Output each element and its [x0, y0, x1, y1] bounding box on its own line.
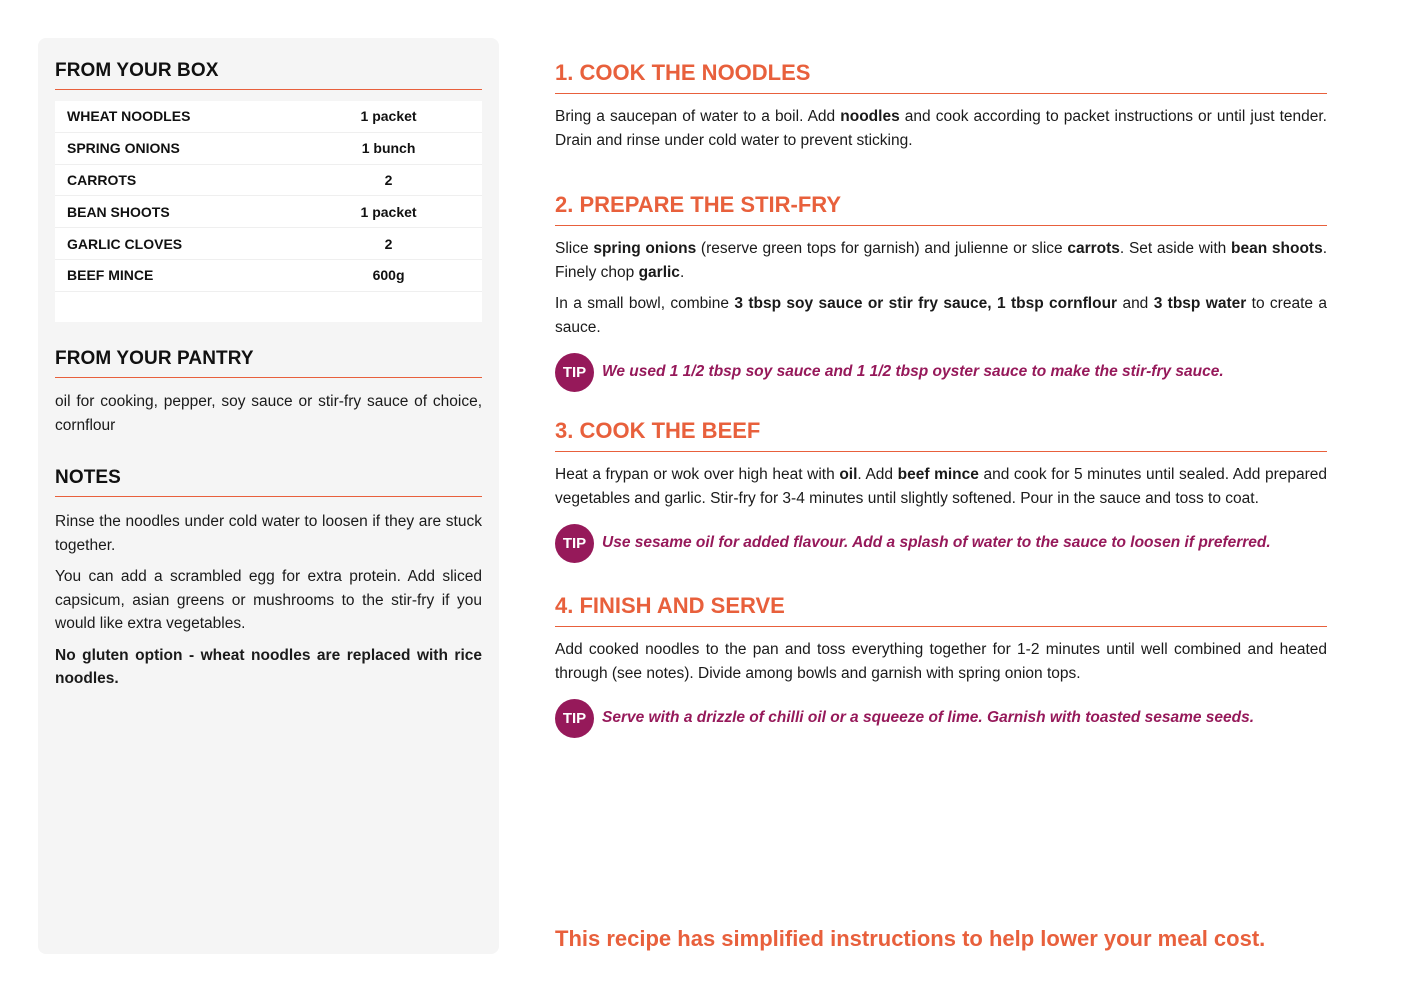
ingredient-qty: 2 — [384, 235, 393, 252]
text-run: (reserve green tops for garnish) and julienne or slice — [696, 240, 1068, 257]
table-row — [55, 101, 482, 133]
text-run: and — [1117, 295, 1154, 312]
step-1 — [555, 60, 1327, 152]
step-text: Add cooked noodles to the pan and toss everything together for 1-2 minutes until well combined and heated through (see notes). Divide among bowls and garnish with spring onion tops. — [555, 641, 1327, 682]
step-2 — [555, 192, 1327, 392]
ingredient-name: CARROTS — [67, 171, 137, 188]
tip-callout — [555, 353, 1327, 392]
step-heading: 3. COOK THE BEEF — [555, 418, 1327, 452]
ingredient-qty: 600g — [372, 267, 405, 284]
ingredient-highlight: noodles — [840, 108, 900, 125]
ingredient-name: SPRING ONIONS — [67, 140, 180, 157]
notes-heading: NOTES — [55, 467, 482, 497]
ingredient-name: BEAN SHOOTS — [67, 203, 170, 220]
tip-badge: TIP — [555, 353, 594, 392]
table-row — [55, 196, 482, 228]
tip-callout — [555, 524, 1327, 563]
table-row — [55, 260, 482, 292]
ingredient-highlight: carrots — [1067, 240, 1120, 257]
ingredient-highlight: 3 tbsp water — [1153, 295, 1247, 312]
ingredient-qty: 1 bunch — [361, 140, 416, 157]
text-run: . Add — [857, 466, 898, 483]
step-heading: 4. FINISH AND SERVE — [555, 593, 1327, 627]
note-paragraph: You can add a scrambled egg for extra protein. Add sliced capsicum, asian greens or mushrooms to the stir-fry if you would like extra vegetables. — [55, 568, 482, 632]
text-run: . Finely chop — [555, 240, 1328, 281]
step-heading: 1. COOK THE NOODLES — [555, 60, 1327, 94]
ingredient-highlight: oil — [839, 466, 858, 483]
ingredient-name: WHEAT NOODLES — [67, 108, 191, 125]
step-4 — [555, 593, 1327, 738]
ingredient-highlight: spring onions — [593, 240, 697, 257]
step-text — [555, 463, 1327, 510]
table-row — [55, 133, 482, 165]
text-run: Slice — [555, 240, 594, 257]
tip-text: We used 1 1/2 tbsp soy sauce and 1 1/2 tbsp oyster sauce to make the stir-fry sauce. — [602, 363, 1224, 380]
ingredient-name: BEEF MINCE — [67, 267, 154, 284]
tip-text: Serve with a drizzle of chilli oil or a squeeze of lime. Garnish with toasted sesame seeds. — [602, 709, 1255, 726]
ingredient-qty: 2 — [384, 171, 393, 188]
note-paragraph: Rinse the noodles under cold water to loosen if they are stuck together. — [55, 513, 482, 554]
text-run: . — [679, 263, 685, 281]
box-heading: FROM YOUR BOX — [55, 60, 482, 90]
tip-text: Use sesame oil for added flavour. Add a splash of water to the sauce to loosen if preferred. — [602, 534, 1271, 551]
step-heading: 2. PREPARE THE STIR-FRY — [555, 192, 1327, 226]
table-row — [55, 165, 482, 197]
pantry-heading: FROM YOUR PANTRY — [55, 348, 482, 378]
ingredient-qty: 1 packet — [360, 203, 417, 220]
step-3 — [555, 418, 1327, 563]
ingredient-highlight: garlic — [638, 263, 680, 281]
tip-badge: TIP — [555, 524, 594, 563]
method-column — [555, 60, 1327, 738]
ingredient-qty: 1 packet — [360, 108, 417, 125]
box-ingredients-table — [55, 101, 482, 322]
ingredient-highlight: beef mince — [897, 466, 979, 483]
text-run: and cook for 5 minutes until sealed. Add prepared vegetables and garlic. Stir-fry for 3-4 minutes until slightly softened. Pour in the sauce and toss to coat. — [555, 466, 1327, 507]
table-row — [55, 228, 482, 260]
text-run: Heat a frypan or wok over high heat with — [555, 466, 840, 483]
tip-badge: TIP — [555, 699, 594, 738]
ingredient-highlight: bean shoots — [1231, 240, 1323, 257]
gluten-note: No gluten option - wheat noodles are replaced with rice noodles. — [55, 646, 482, 687]
ingredient-name: GARLIC CLOVES — [67, 235, 183, 252]
tip-callout — [555, 699, 1327, 738]
footer-note: This recipe has simplified instructions to help lower your meal cost. — [555, 926, 1266, 951]
text-run: to create a sauce. — [555, 295, 1327, 336]
step-text — [555, 105, 1327, 152]
step-text — [555, 292, 1327, 339]
ingredients-panel — [38, 38, 499, 954]
step-text — [555, 237, 1327, 284]
text-run: and cook according to packet instructions or until just tender. Drain and rinse under cold water to prevent sticking. — [555, 108, 1327, 149]
text-run: In a small bowl, combine — [555, 295, 735, 312]
text-run: Bring a saucepan of water to a boil. Add — [555, 108, 841, 125]
pantry-text: oil for cooking, pepper, soy sauce or stir-fry sauce of choice, cornflour — [55, 393, 482, 434]
text-run: . Set aside with — [1119, 240, 1231, 257]
ingredient-highlight: 3 tbsp soy sauce or stir fry sauce, 1 tbsp cornflour — [734, 295, 1118, 312]
